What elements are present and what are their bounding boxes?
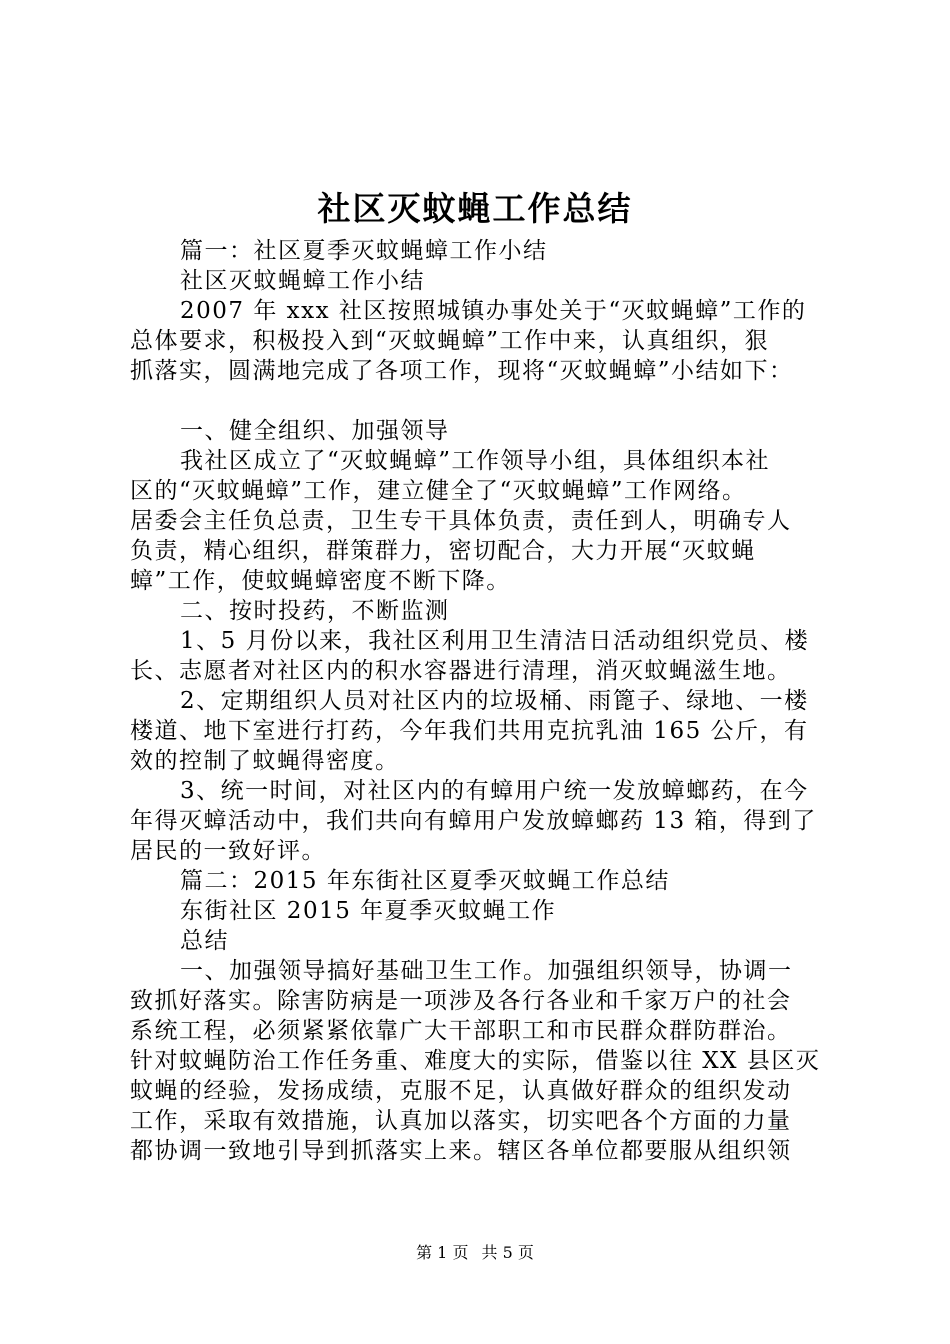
- text-line: 一、加强领导搞好基础卫生工作。加强组织领导，协调一: [180, 958, 793, 984]
- text-line: 我社区成立了“灭蚊蝇蟑”工作领导小组，具体组织本社: [180, 448, 771, 474]
- text-line: 社区灭蚊蝇蟑工作小结: [180, 268, 425, 294]
- text-line: 篇二：2015 年东街社区夏季灭蚊蝇工作总结: [180, 868, 670, 894]
- text-line: 2007 年 xxx 社区按照城镇办事处关于“灭蚊蝇蟑”工作的: [180, 298, 807, 324]
- text-line: 蚊蝇的经验，发扬成绩，克服不足，认真做好群众的组织发动: [130, 1078, 792, 1104]
- text-line: 总结: [180, 928, 229, 954]
- text-line: 二、按时投药，不断监测: [180, 598, 450, 624]
- document-title: 社区灭蚊蝇工作总结: [317, 189, 633, 228]
- text-line: 楼道、地下室进行打药，今年我们共用克抗乳油 165 公斤，有: [130, 718, 809, 744]
- text-line: 针对蚊蝇防治工作任务重、难度大的实际，借鉴以往 XX 县区灭: [130, 1048, 821, 1074]
- blank-line: [130, 386, 830, 416]
- document-body: [130, 236, 830, 1166]
- text-line: 致抓好落实。除害防病是一项涉及各行各业和千家万户的社会: [130, 988, 792, 1014]
- text-line: 都协调一致地引导到抓落实上来。辖区各单位都要服从组织领: [130, 1138, 792, 1164]
- text-line: 长、志愿者对社区内的积水容器进行清理，消灭蚊蝇滋生地。: [130, 658, 792, 684]
- text-line: 抓落实，圆满地完成了各项工作，现将“灭蚊蝇蟑”小结如下：: [130, 358, 794, 384]
- text-line: 一、健全组织、加强领导: [180, 418, 450, 444]
- text-line: 年得灭蟑活动中，我们共向有蟑用户发放蟑螂药 13 箱，得到了: [130, 808, 817, 834]
- text-line: 负责，精心组织，群策群力，密切配合，大力开展“灭蚊蝇: [130, 538, 756, 564]
- text-line: 总体要求，积极投入到“灭蚊蝇蟑”工作中来，认真组织，狠: [130, 328, 770, 354]
- text-line: 区的“灭蚊蝇蟑”工作，建立健全了“灭蚊蝇蟑”工作网络。: [130, 478, 747, 504]
- text-line: 蟑”工作，使蚊蝇蟑密度不断下降。: [130, 568, 511, 594]
- text-line: 工作，采取有效措施，认真加以落实，切实吧各个方面的力量: [130, 1108, 792, 1134]
- text-line: 篇一：社区夏季灭蚊蝇蟑工作小结: [180, 238, 548, 264]
- text-line: 系统工程，必须紧紧依靠广大干部职工和市民群众群防群治。: [130, 1018, 792, 1044]
- page-total: 共 5 页: [481, 1243, 534, 1262]
- text-line: 东街社区 2015 年夏季灭蚊蝇工作: [180, 898, 557, 924]
- text-line: 居委会主任负总责，卫生专干具体负责，责任到人，明确专人: [130, 508, 792, 534]
- text-line: 1、5 月份以来，我社区利用卫生清洁日活动组织党员、楼: [180, 628, 810, 654]
- text-line: 居民的一致好评。: [130, 838, 326, 864]
- text-line: 效的控制了蚊蝇得密度。: [130, 748, 400, 774]
- page-footer: [0, 1242, 950, 1264]
- text-line: 3、统一时间，对社区内的有蟑用户统一发放蟑螂药，在今: [180, 778, 809, 804]
- page-number: 第 1 页: [416, 1243, 469, 1262]
- text-line: 2、定期组织人员对社区内的垃圾桶、雨篦子、绿地、一楼: [180, 688, 809, 714]
